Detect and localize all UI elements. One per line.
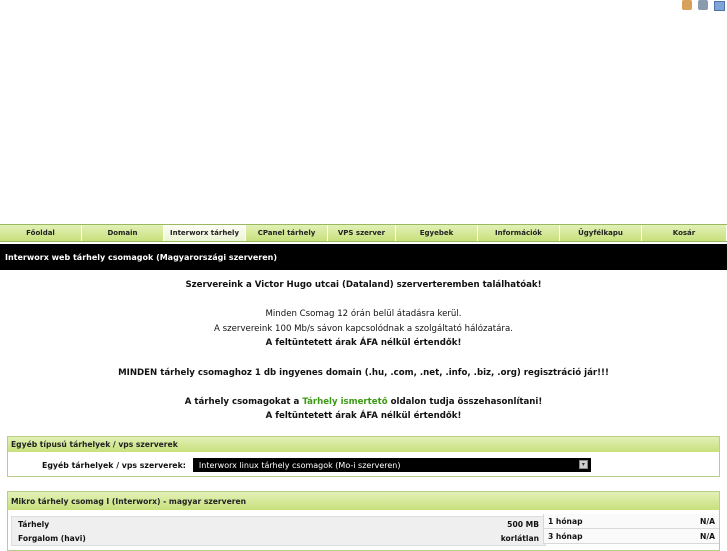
package-prices bbox=[543, 514, 719, 544]
spec-name: Tárhely bbox=[18, 519, 50, 529]
spec-row bbox=[12, 531, 545, 545]
nav-item-kosar[interactable]: Kosár bbox=[642, 225, 727, 241]
package-box bbox=[7, 491, 720, 551]
intro-line-free-domain: MINDEN tárhely csomaghoz 1 db ingyenes domain (.hu, .com, .net, .info, .biz, .org) regisztráció jár!!! bbox=[118, 367, 609, 378]
compare-text-after: oldalon tudja összehasonlítani! bbox=[387, 396, 543, 407]
chevron-down-icon[interactable]: ▾ bbox=[579, 460, 588, 469]
other-hosting-label: Egyéb tárhelyek / vps szerverek: bbox=[42, 460, 186, 470]
price-value: N/A bbox=[699, 531, 715, 541]
intro-line-bandwidth: A szervereink 100 Mb/s sávon kapcsolódnak a szolgáltató hálózatára. bbox=[214, 323, 513, 334]
main-nav bbox=[0, 224, 727, 242]
hosting-info-link[interactable]: Tárhely ismertető bbox=[302, 396, 388, 407]
price-period: 3 hónap bbox=[548, 531, 583, 541]
nav-item-vps-szerver[interactable]: VPS szerver bbox=[328, 225, 396, 241]
home-icon[interactable] bbox=[682, 0, 692, 10]
price-row bbox=[543, 514, 719, 529]
other-hosting-row bbox=[42, 458, 591, 472]
top-icons bbox=[682, 0, 727, 12]
intro-line-delivery: Minden Csomag 12 órán belül átadásra kerül. bbox=[265, 309, 462, 320]
cart-icon[interactable] bbox=[698, 0, 708, 10]
other-hosting-select[interactable] bbox=[193, 458, 591, 472]
intro-line-vat-2: A feltüntetett árak ÁFA nélkül értendők! bbox=[265, 411, 462, 422]
nav-item-interworx-tarhely[interactable]: Interworx tárhely bbox=[164, 225, 246, 241]
other-hosting-box bbox=[7, 436, 720, 477]
nav-item-informaciok[interactable]: Információk bbox=[478, 225, 560, 241]
price-row bbox=[543, 529, 719, 544]
spec-name: Forgalom (havi) bbox=[18, 533, 86, 543]
intro-text bbox=[0, 278, 727, 424]
nav-item-cpanel-tarhely[interactable]: CPanel tárhely bbox=[246, 225, 328, 241]
package-specs bbox=[11, 516, 546, 546]
nav-item-domain[interactable]: Domain bbox=[82, 225, 164, 241]
package-header: Mikro tárhely csomag I (Interworx) - magyar szerveren bbox=[8, 492, 719, 510]
mail-icon[interactable] bbox=[714, 1, 725, 11]
nav-item-ugyfelkapu[interactable]: Ügyfélkapu bbox=[560, 225, 642, 241]
spec-value: 500 MB bbox=[507, 519, 539, 529]
spec-value: korlátlan bbox=[500, 533, 539, 543]
nav-item-egyebek[interactable]: Egyebek bbox=[396, 225, 478, 241]
intro-line-datacenter: Szervereink a Victor Hugo utcai (Dataland) szerverteremben találhatóak! bbox=[185, 280, 542, 290]
intro-line-compare bbox=[0, 395, 727, 410]
nav-item-fooldal[interactable]: Főoldal bbox=[0, 225, 82, 241]
intro-line-vat: A feltüntetett árak ÁFA nélkül értendők! bbox=[265, 338, 462, 349]
compare-text-before: A tárhely csomagokat a bbox=[184, 396, 303, 407]
price-value: N/A bbox=[699, 516, 715, 526]
page-title: Interworx web tárhely csomagok (Magyarországi szerveren) bbox=[0, 244, 727, 270]
other-hosting-select-value: Interworx linux tárhely csomagok (Mo-i szerveren) bbox=[198, 460, 401, 470]
other-hosting-header: Egyéb típusú tárhelyek / vps szerverek bbox=[8, 437, 719, 452]
price-period: 1 hónap bbox=[548, 516, 583, 526]
spec-row bbox=[12, 517, 545, 531]
